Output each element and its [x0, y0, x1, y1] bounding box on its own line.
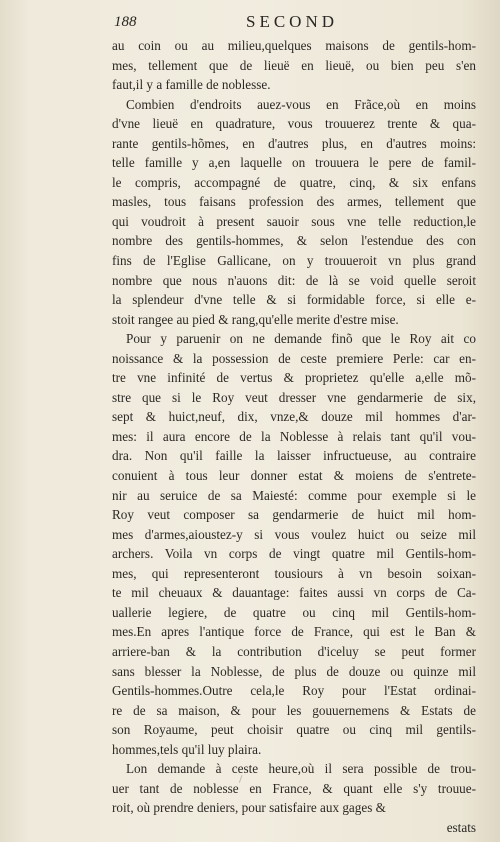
text-line: qui voudroit à present sauoir sous vne telle reduction,le — [112, 213, 476, 229]
text-line: Pour y paruenir on ne demande finõ que le Roy ait co — [126, 331, 476, 347]
page-header — [114, 12, 470, 34]
text-line: rante gentils-hõmes, en d'autres plus, en d'autres moins: — [112, 135, 476, 151]
text-line: son Royaume, peut choisir quatre ou cinq mil gentils- — [112, 722, 476, 738]
text-line: nir au seruice de sa Maiesté: comme pour exemple si le — [112, 487, 476, 503]
text-line: sept & huict,neuf, dix, vnze,& douze mil hommes d'ar- — [112, 409, 476, 425]
page-number: 188 — [114, 14, 137, 30]
text-line: stre que si le Roy veut dresser vne gendarmerie de six, — [112, 389, 476, 405]
text-line: archers. Voila vn corps de vingt quatre mil Gentils-hom- — [112, 546, 476, 562]
text-line: dra. Non qu'il faille la laisser infructueuse, au contraire — [112, 448, 476, 464]
text-line: Gentils-hommes.Outre cela,le Roy pour l'Estat ordinai- — [112, 683, 476, 699]
body-text — [112, 36, 476, 837]
text-line: faut,il y a famille de noblesse. — [112, 77, 271, 93]
text-line: hommes,tels qu'il luy plaira. — [112, 741, 262, 757]
catchword: estats — [446, 819, 476, 835]
text-line: Roy veut composer sa gendarmerie de huict mil hom- — [112, 507, 476, 523]
text-line: mes d'armes,aioustez-y si vous voulez huict ou seize mil — [112, 526, 476, 542]
text-line: uer tant de noblesse en France, & quant elle s'y trouue- — [112, 780, 476, 796]
text-line: telle famille y a,en laquelle on trouuera le pere de famil- — [112, 155, 476, 171]
text-line: masles, tous faisans profession des armes, tellement que — [112, 194, 476, 210]
text-line: sans blesser la Noblesse, de plus de douze ou quinze mil — [112, 663, 476, 679]
text-line: conuient à tous leur donner estat & moiens de s'entrete- — [112, 468, 476, 484]
text-line: re de sa maison, & pour les gouuernemens & Estats de — [112, 702, 476, 718]
text-line: fins de l'Eglise Gallicane, on y trouueroit vn plus grand — [112, 253, 476, 269]
text-line: te mil cheuaux & dauantage: faites aussi vn corps de Ca- — [112, 585, 476, 601]
text-line: Lon demande à ceste heure,où il sera possible de trou- — [126, 761, 476, 777]
text-line: arriere-ban & la contribution d'iceluy se peut former — [112, 643, 476, 659]
text-line: mes, qui representeront tousiours à vn besoin soixan- — [112, 565, 476, 581]
text-line: mes: il aura encore de la Noblesse à relais tant qu'il vou- — [112, 428, 476, 444]
text-line: Combien d'endroits auez-vous en Frãce,où en moins — [126, 96, 476, 112]
text-line: la splendeur d'vne telle & si formidable force, si elle e- — [112, 292, 476, 308]
running-head: SECOND — [245, 12, 338, 31]
text-line: mes.En apres l'antique force de France, qui est le Ban & — [112, 624, 476, 640]
text-line: mes, tellement que de lieuë en lieuë, ou bien peu s'en — [112, 57, 476, 73]
text-line: d'vne lieuë en quadrature, vous trouuerez trente & qua- — [112, 116, 476, 132]
text-line: stoit rangee au pied & rang,qu'elle merite d'estre mise. — [112, 311, 399, 327]
text-line: uallerie legiere, de quatre ou cinq mil Gentils-hom- — [112, 604, 476, 620]
text-line: noissance & la possession de ceste premiere Perle: car en- — [112, 350, 476, 366]
text-line: nombre des gentils-hommes, & selon l'estendue des con — [112, 233, 476, 249]
text-line: le compris, accompagné de quatre, cinq, & six enfans — [112, 174, 476, 190]
text-line: au coin ou au milieu,quelques maisons de gentils-hom- — [112, 38, 476, 53]
text-line: roit, où prendre deniers, pour satisfaire aux gages & — [112, 800, 386, 816]
text-line: nombre que nous n'auons dit: de là se void quelle seroit — [112, 272, 476, 288]
text-line: tre vne infinité de vertus & proprietez qu'elle a,elle mõ- — [112, 370, 476, 386]
